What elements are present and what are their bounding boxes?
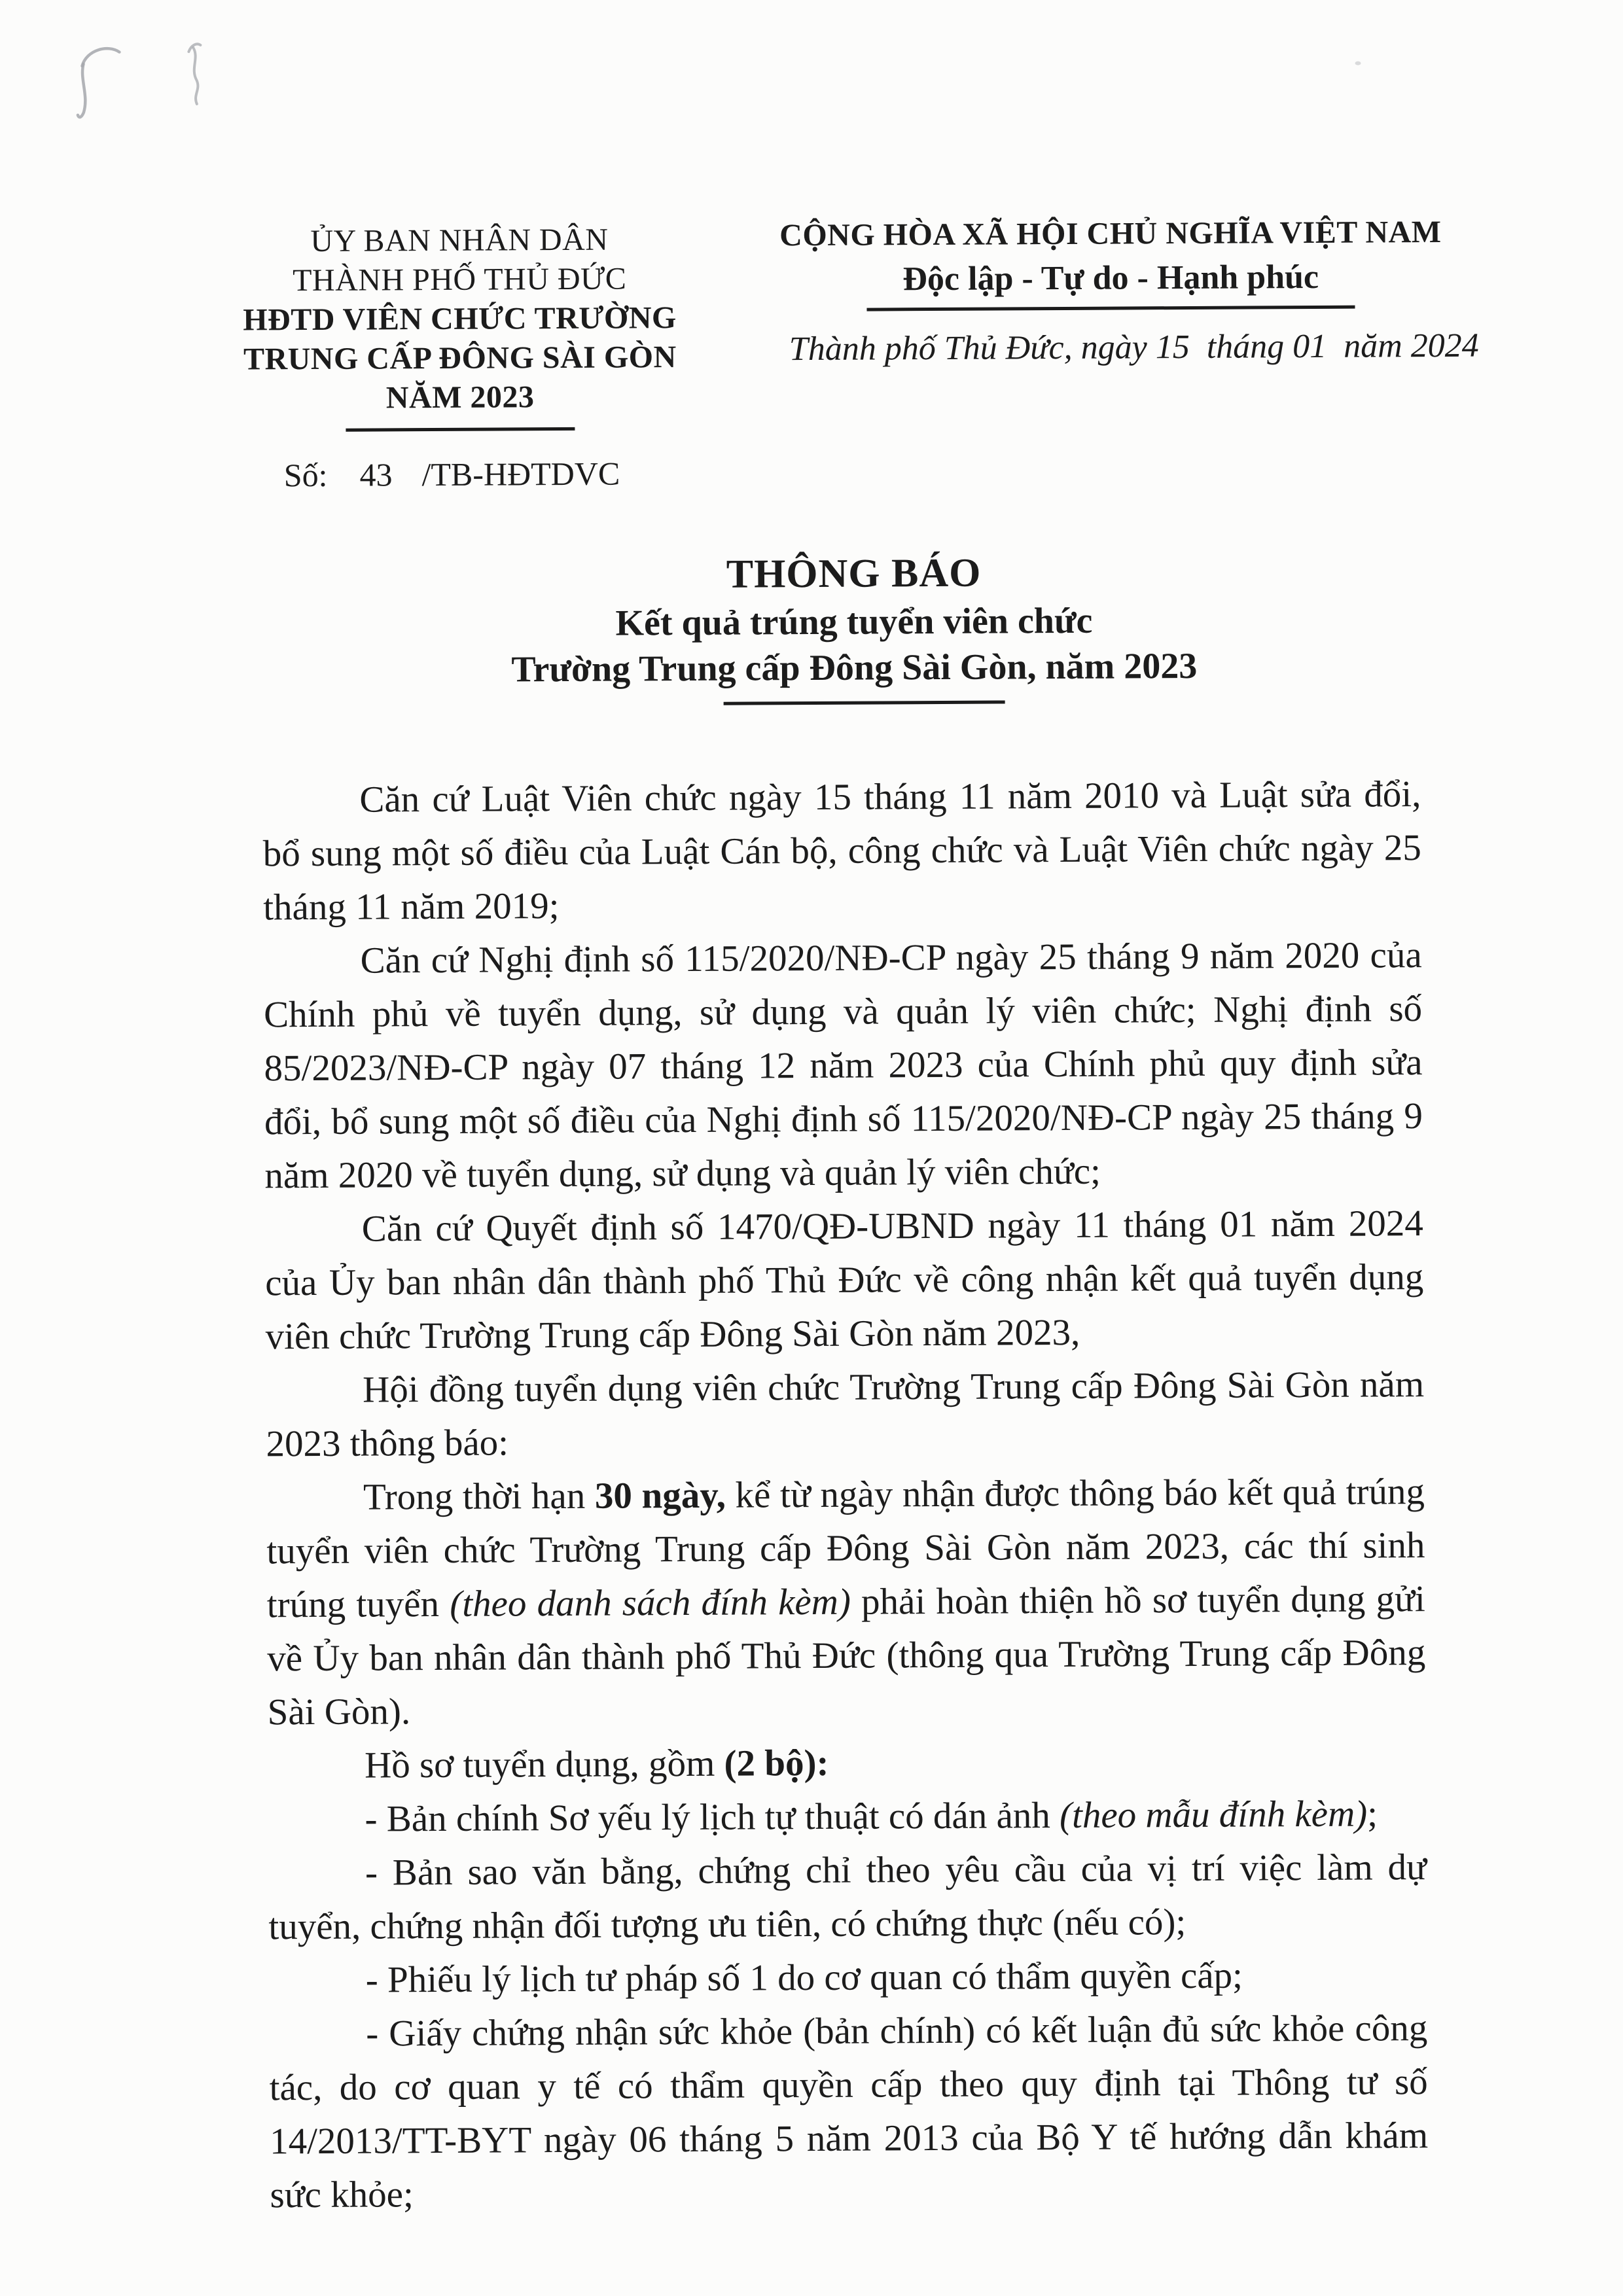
parent-agency-line-2: THÀNH PHỐ THỦ ĐỨC <box>292 261 627 298</box>
issuing-agency-line-1: HĐTD VIÊN CHỨC TRƯỜNG <box>243 300 677 338</box>
document-subtitle-2: Trường Trung cấp Đông Sài Gòn, năm 2023 <box>511 645 1198 690</box>
paragraph <box>269 1948 1427 2007</box>
national-title-line: CỘNG HÒA XÃ HỘI CHỦ NGHĨA VIỆT NAM <box>779 214 1442 253</box>
title-block <box>261 545 1446 707</box>
paragraph-segment: 30 ngày, <box>594 1474 726 1517</box>
pen-scratch-mark <box>52 29 276 128</box>
doc-number-value: 43 <box>359 456 393 493</box>
paragraph <box>268 1841 1427 1954</box>
issuing-agency-block <box>119 219 801 433</box>
issuing-agency-year: NĂM 2023 <box>385 380 535 415</box>
paragraph-segment: Hội đồng tuyển dụng viên chức Trường Trung cấp Đông Sài Gòn năm 2023 thông báo: <box>266 1364 1425 1465</box>
paragraph <box>266 1465 1426 1739</box>
paragraph-segment: - Giấy chứng nhận sức khỏe (bản chính) có kết luận đủ sức khỏe công tác, do cơ quan y tế có thẩm quyền cấp theo quy định tại Thông tư số 14/2013/TT-BYT ngày 06 tháng 5 năm 2013 của Bộ Y tế hướng dẫn khám sức khỏe; <box>269 2007 1429 2216</box>
issuing-agency-line-2: TRUNG CẤP ĐÔNG SÀI GÒN <box>243 340 677 377</box>
document-type-title: THÔNG BÁO <box>726 550 982 597</box>
paragraph-segment: (theo mẫu đính kèm) <box>1059 1793 1368 1837</box>
paragraph-segment: (2 bộ): <box>724 1742 829 1784</box>
doc-number-label: Số: <box>283 456 328 494</box>
paragraph-segment: Căn cứ Nghị định số 115/2020/NĐ-CP ngày 25 tháng 9 năm 2020 của Chính phủ về tuyển dụng, sử dụng và quản lý viên chức; Nghị định số 85/2023/NĐ-CP ngày 07 tháng 12 năm 2023 của Chính phủ quy định sửa đổi, bổ sung một số điều của Nghị định số 115/2020/NĐ-CP ngày 25 tháng 9 năm 2020 về tuyển dụng, sử dụng và quản lý viên chức; <box>263 934 1423 1197</box>
paragraph <box>268 1733 1426 1793</box>
paragraph-segment: ; <box>1366 1793 1378 1835</box>
paragraph-segment: kể từ ngày nhận được thông báo kết quả trúng tuyển viên chức Trường Trung cấp Đông Sài Gòn năm 2023, các thí sinh trúng tuyển <box>266 1471 1425 1626</box>
paragraph <box>263 928 1423 1203</box>
underline <box>346 427 575 432</box>
document-subtitle-1: Kết quả trúng tuyển viên chức <box>615 600 1093 644</box>
paragraph <box>269 2002 1429 2222</box>
place-date-line: Thành phố Thủ Đức, ngày 15 tháng 01 năm 2024 <box>789 327 1479 368</box>
paragraph <box>268 1787 1426 1846</box>
body-text <box>262 768 1429 2222</box>
paragraph <box>262 768 1421 934</box>
paragraph-segment: - Bản chính Sơ yếu lý lịch tự thuật có dán ảnh <box>365 1795 1060 1840</box>
national-header-block <box>734 213 1488 369</box>
paragraph-segment: - Bản sao văn bằng, chứng chỉ theo yêu cầu của vị trí việc làm dự tuyển, chứng nhận đối tượng ưu tiên, có chứng thực (nếu có); <box>268 1846 1427 1948</box>
paragraph-segment: Hồ sơ tuyển dụng, gồm <box>364 1742 724 1786</box>
parent-agency-line-1: ỦY BAN NHÂN DÂN <box>310 222 609 259</box>
paragraph-segment: - Phiếu lý lịch tư pháp số 1 do cơ quan có thẩm quyền cấp; <box>365 1954 1243 2001</box>
scan-speck <box>1355 62 1361 65</box>
paragraph-segment: (theo danh sách đính kèm) <box>450 1581 851 1625</box>
paragraph <box>266 1358 1425 1471</box>
paragraph-segment: Căn cứ Luật Viên chức ngày 15 tháng 11 năm 2010 và Luật sửa đổi, bổ sung một số điều của Luật Cán bộ, công chức và Luật Viên chức ngày 25 tháng 11 năm 2019; <box>262 773 1421 928</box>
paragraph-segment: Trong thời hạn <box>363 1475 596 1518</box>
underline <box>724 700 1005 705</box>
document-number-line <box>284 455 620 495</box>
motto-wrap <box>734 252 1487 312</box>
paragraph <box>265 1197 1424 1364</box>
national-motto-line: Độc lập - Tự do - Hạnh phúc <box>866 253 1355 311</box>
paragraph-segment: phải hoàn thiện hồ sơ tuyển dụng gửi về Ủy ban nhân dân thành phố Thủ Đức (thông qua Trường Trung cấp Đông Sài Gòn). <box>267 1578 1426 1733</box>
paragraph-segment: Căn cứ Quyết định số 1470/QĐ-UBND ngày 11 tháng 01 năm 2024 của Ủy ban nhân dân thành phố Thủ Đức về công nhận kết quả tuyển dụng viên chức Trường Trung cấp Đông Sài Gòn năm 2023, <box>265 1203 1424 1358</box>
doc-number-suffix: /TB-HĐTDVC <box>421 455 620 493</box>
